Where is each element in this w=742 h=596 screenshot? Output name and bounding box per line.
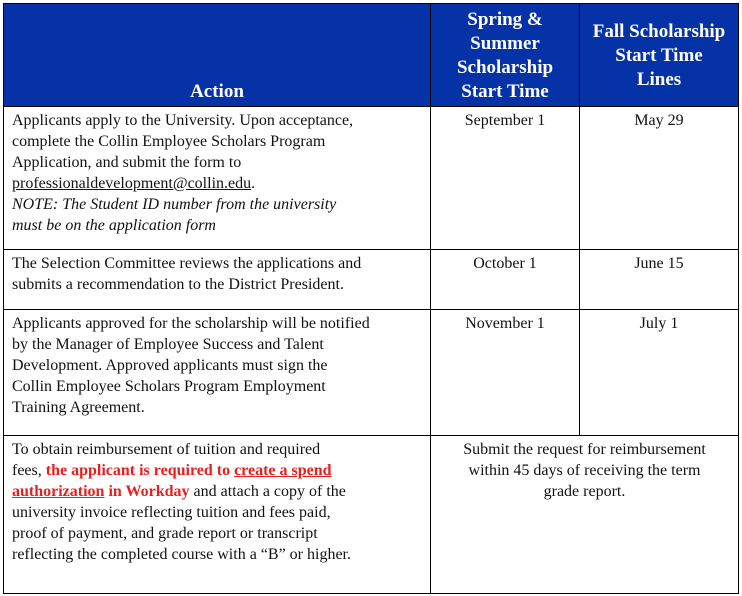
spend-authorization-link[interactable]: authorization [12, 483, 105, 500]
action-text: Collin Employee Scholars Program Employment [12, 378, 326, 395]
requirement-emphasis [46, 462, 332, 479]
action-text: Applicants apply to the University. Upon acceptance, [12, 112, 354, 129]
header-fall-line: Fall Scholarship [592, 21, 726, 42]
action-text: university invoice reflecting tuition and fees paid, [12, 504, 331, 521]
action-text: Applicants approved for the scholarship will be notified [12, 315, 370, 332]
note-text: must be on the application form [12, 217, 216, 234]
action-text: by the Manager of Employee Success and Talent [12, 336, 324, 353]
action-cell [4, 436, 431, 594]
action-text: . [251, 175, 256, 192]
action-text: Training Agreement. [12, 399, 145, 416]
header-fall-line: Lines [636, 69, 682, 90]
action-text: The Selection Committee reviews the applications and [12, 255, 362, 272]
deadline-text: grade report. [543, 483, 626, 500]
note-text: NOTE: The Student ID number from the university [12, 196, 337, 213]
action-text: proof of payment, and grade report or transcript [12, 525, 318, 542]
action-text: fees, [12, 462, 46, 479]
action-text [12, 173, 422, 194]
action-text [12, 460, 422, 481]
table-row [4, 310, 739, 436]
spring-date-cell: November 1 [431, 310, 580, 436]
spring-date-cell: September 1 [431, 107, 580, 250]
action-text: To obtain reimbursement of tuition and required [12, 441, 321, 458]
action-text: complete the Collin Employee Scholars Program [12, 133, 326, 150]
requirement-emphasis [12, 483, 190, 500]
header-fall [580, 4, 739, 107]
header-spring-line: Spring & [467, 9, 543, 30]
email-link[interactable]: professionaldevelopment@collin.edu [12, 175, 252, 192]
deadline-text: within 45 days of receiving the term [468, 462, 701, 479]
table-row [4, 107, 739, 250]
action-cell [4, 250, 431, 310]
requirement-text: the applicant is required to [45, 462, 235, 479]
spring-date-cell: October 1 [431, 250, 580, 310]
header-action: Action [4, 4, 431, 107]
spend-authorization-link[interactable]: create a spend [234, 462, 332, 479]
requirement-text: in Workday [104, 483, 190, 500]
action-text: and attach a copy of the [189, 483, 346, 500]
header-spring-summer [431, 4, 580, 107]
scholarship-timeline-table [3, 3, 739, 594]
table-row [4, 250, 739, 310]
action-text [12, 481, 422, 502]
header-row [4, 4, 739, 107]
header-spring-line: Start Time [461, 81, 549, 102]
fall-date-cell: July 1 [580, 310, 739, 436]
reimbursement-deadline-cell [431, 436, 739, 594]
table-row [4, 436, 739, 594]
action-cell [4, 107, 431, 250]
header-spring-line: Scholarship [456, 57, 554, 78]
action-text: reflecting the completed course with a “B” or higher. [12, 546, 351, 563]
action-text: Development. Approved applicants must sign the [12, 357, 328, 374]
deadline-text: Submit the request for reimbursement [463, 441, 706, 458]
action-text: Application, and submit the form to [12, 154, 242, 171]
fall-date-cell: May 29 [580, 107, 739, 250]
header-fall-line: Start Time [615, 45, 703, 66]
action-text: submits a recommendation to the District President. [12, 276, 344, 293]
action-cell [4, 310, 431, 436]
header-spring-line: Summer [470, 33, 540, 54]
fall-date-cell: June 15 [580, 250, 739, 310]
